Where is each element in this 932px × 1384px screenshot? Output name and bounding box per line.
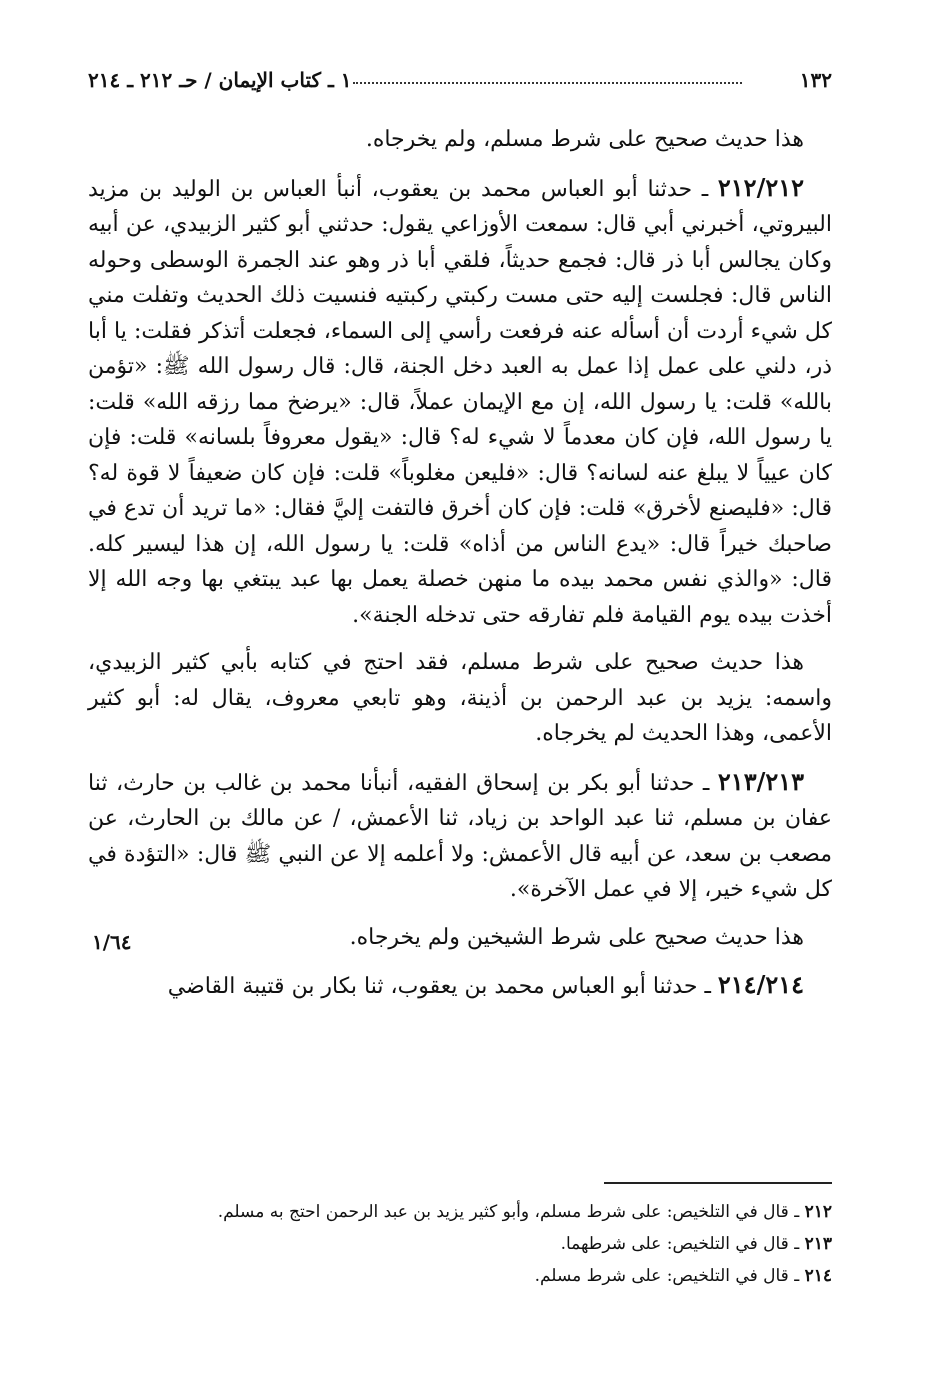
- paragraph-text: ـ حدثنا أبو العباس محمد بن يعقوب، أنبأ العباس بن الوليد بن مزيد البيروتي، أخبرني أبي قال: سمعت الأوزاعي يقول: حدثني أبو كثير الزبيدي، عن أبيه وكان يجالس أبا ذر قال: فجمع حديثاً، فلقي أبا ذر وهو عند الجمرة الوسطى وحوله الناس قال: فجلست إليه حتى مست ركبتي ركبتيه فنسيت ذلك الحديث وتفلت مني كل شيء أردت أن أسأله عنه فرفعت رأسي إلى السماء، فجعلت أتذكر فقلت: يا أبا ذر، دلني على عمل إذا عمل به العبد دخل الجنة، قال: قال رسول الله ﷺ: «تؤمن بالله» قلت: يا رسول الله، إن مع الإيمان عملاً، قال: «يرضخ مما رزقه الله» قلت: يا رسول الله، فإن كان معدماً لا شيء له؟ قال: «يقول معروفاً بلسانه» قلت: فإن كان عيياً لا يبلغ عنه لسانه؟ قال: «فليعن مغلوباً» قلت: فإن كان ضعيفاً لا قوة له؟ قال: «فليصنع لأخرق» قلت: فإن كان أخرق فالتفت إليَّ فقال: «ما تريد أن تدع في صاحبك خيراً قال: «يدع الناس من أذاه» قلت: يا رسول الله، إن هذا ليسير كله. قال: «والذي نفس محمد بيده ما منهن خصلة يعمل بها عبد يبتغي بها وجه الله إلا أخذت بيده يوم القيامة فلم تفارقه حتى تدخله الجنة».: [88, 176, 832, 628]
- document-page: [88, 60, 832, 1005]
- hadith-number: ٢١٢/٢١٢: [717, 172, 804, 202]
- paragraph-verdict-2: [88, 645, 832, 752]
- footnote-separator: [604, 1182, 832, 1184]
- footnote-text: ـ قال في التلخيص: على شرطهما.: [560, 1234, 800, 1254]
- hadith-214: [88, 967, 832, 1005]
- hadith-212: [88, 170, 832, 634]
- footnote-item: [92, 1260, 832, 1292]
- footnote-text: ـ قال في التلخيص: على شرط مسلم.: [534, 1266, 800, 1286]
- running-header: [88, 60, 832, 98]
- footnote-text: ـ قال في التلخيص: على شرط مسلم، وأبو كثير يزيد بن عبد الرحمن احتج به مسلم.: [217, 1202, 800, 1222]
- hadith-number: ٢١٣/٢١٣: [717, 766, 805, 796]
- paragraph-text: هذا حديث صحيح على شرط مسلم، فقد احتج في كتابه بأبي كثير الزبيدي، واسمه: يزيد بن عبد الرحمن بن أذينة، وهو تابعي معروف، يقال له: أبو كثير الأعمى، وهذا الحديث لم يخرجاه.: [88, 650, 832, 746]
- footnote-number: ٢١٢: [804, 1202, 832, 1222]
- paragraph-verdict-3: [88, 920, 832, 956]
- paragraph-text: هذا حديث صحيح على شرط مسلم، ولم يخرجاه.: [365, 127, 804, 152]
- paragraph-text: ـ حدثنا أبو بكر بن إسحاق الفقيه، أنبأنا محمد بن غالب بن حارث، ثنا عفان بن مسلم، ثنا عبد الواحد بن زياد، ثنا الأعمش، / عن مالك بن الحارث، عن مصعب بن سعد، عن أبيه قال الأعمش: ولا أعلمه إلا عن النبي ﷺ قال: «التؤدة في كل شيء خير، إلا في عمل الآخرة».: [88, 770, 832, 902]
- paragraph-text: هذا حديث صحيح على شرط الشيخين ولم يخرجاه.: [349, 924, 804, 950]
- paragraph-verdict-1: [88, 122, 832, 158]
- running-title: ١ ـ كتاب الإيمان / حـ ٢١٢ ـ ٢١٤: [88, 68, 352, 92]
- footnote-number: ٢١٣: [804, 1234, 832, 1254]
- hadith-213: [88, 764, 832, 908]
- manuscript-folio-note: ١/٦٤: [92, 930, 132, 954]
- header-dot-leader: [353, 82, 742, 84]
- footnote-item: [92, 1228, 832, 1260]
- footnotes: [92, 1196, 832, 1292]
- paragraph-text: ـ حدثنا أبو العباس محمد بن يعقوب، ثنا بكار بن قتيبة القاضي: [167, 974, 711, 999]
- hadith-number: ٢١٤/٢١٤: [717, 970, 804, 999]
- footnote-number: ٢١٤: [804, 1266, 832, 1286]
- page-number: ١٣٢: [799, 68, 832, 92]
- footnote-item: [92, 1196, 832, 1228]
